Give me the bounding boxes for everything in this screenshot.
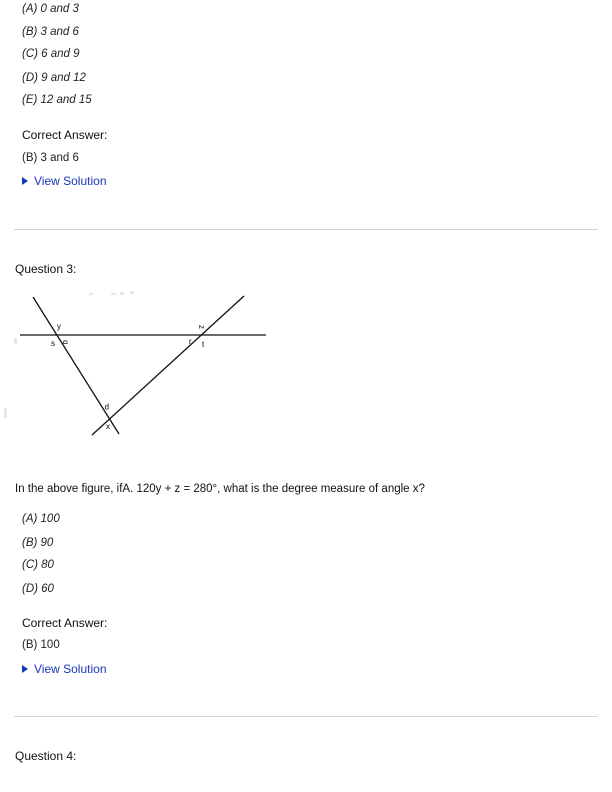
label-z: z [197,325,206,329]
divider [14,229,598,230]
label-y: y [57,322,61,331]
q3-view-solution-label: View Solution [34,662,107,676]
q3-title: Question 3: [15,262,77,276]
q4-title: Question 4: [15,749,77,763]
q2-option-a: (A) 0 and 3 [22,3,79,15]
q3-option-d: (D) 60 [22,583,54,595]
q2-option-d: (D) 9 and 12 [22,72,86,84]
q2-option-e: (E) 12 and 15 [22,94,92,106]
q3-question-text: In the above figure, ifA. 120y + z = 280°, what is the degree measure of angle x? [15,483,425,495]
q3-correct-answer-label: Correct Answer: [22,616,108,630]
q3-view-solution-link[interactable] [22,662,107,676]
left-transversal [33,297,119,434]
q3-option-c: (C) 80 [22,559,54,571]
expand-triangle-icon [22,177,28,185]
q2-view-solution-label: View Solution [34,174,107,188]
label-s: s [51,339,55,348]
label-r: r [189,337,192,346]
divider [14,716,598,717]
expand-triangle-icon [22,665,28,673]
right-transversal [92,296,244,435]
q3-option-b: (B) 90 [22,537,54,549]
q3-correct-answer-value: (B) 100 [22,639,60,651]
label-t: t [202,340,205,349]
q2-option-c: (C) 6 and 9 [22,48,80,60]
q2-view-solution-link[interactable] [22,174,107,188]
label-p: p [104,403,109,412]
q2-option-b: (B) 3 and 6 [22,26,79,38]
q2-correct-answer-value: (B) 3 and 6 [22,152,79,164]
q3-option-a: (A) 100 [22,513,60,525]
q3-geometry-figure [0,280,300,455]
label-q: q [61,340,70,345]
label-x: x [106,422,110,431]
q2-correct-answer-label: Correct Answer: [22,128,108,142]
